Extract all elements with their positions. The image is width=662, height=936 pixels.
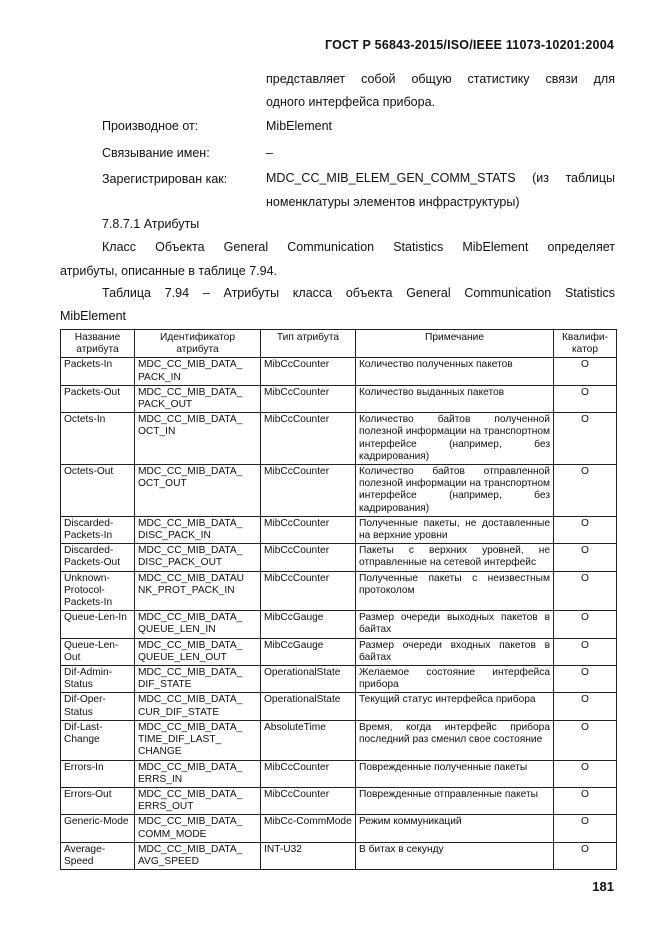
page-number: 181 — [592, 879, 614, 894]
cell-note: Количество выданных пакетов — [356, 385, 554, 412]
cell-qualifier: O — [554, 720, 617, 760]
derived-from-value: MibElement — [266, 119, 332, 133]
cell-attr-type: MibCcCounter — [261, 571, 356, 611]
cell-attr-type: AbsoluteTime — [261, 720, 356, 760]
cell-attr-name: Octets-Out — [61, 465, 135, 517]
cell-attr-type: MibCcCounter — [261, 358, 356, 385]
cell-note: Поврежденные полученные пакеты — [356, 760, 554, 787]
cell-qualifier: O — [554, 760, 617, 787]
cell-attr-id: MDC_CC_MIB_DATA_ TIME_DIF_LAST_ CHANGE — [135, 720, 261, 760]
cell-attr-name: Errors-Out — [61, 787, 135, 814]
cell-qualifier: O — [554, 611, 617, 638]
table-row — [61, 571, 617, 611]
cell-attr-type: OperationalState — [261, 666, 356, 693]
cell-attr-name: Errors-In — [61, 760, 135, 787]
cell-qualifier: O — [554, 693, 617, 720]
table-row — [61, 516, 617, 543]
header-attr-name: Название атрибута — [61, 330, 135, 358]
cell-note: Полученные пакеты, не доставленные на верхние уровни — [356, 516, 554, 543]
cell-attr-id: MDC_CC_MIB_DATA_ QUEUE_LEN_OUT — [135, 638, 261, 665]
table-row — [61, 760, 617, 787]
table-header-row — [61, 330, 617, 358]
cell-attr-id: MDC_CC_MIB_DATA_ ERRS_IN — [135, 760, 261, 787]
cell-qualifier: O — [554, 666, 617, 693]
table-row — [61, 638, 617, 665]
cell-attr-id: MDC_CC_MIB_DATA_ DISC_PACK_OUT — [135, 544, 261, 571]
cell-note: Пакеты с верхних уровней, не отправленные на сетевой интерфейс — [356, 544, 554, 571]
section-heading: 7.8.7.1 Атрибуты — [102, 217, 200, 231]
cell-attr-type: MibCcCounter — [261, 385, 356, 412]
cell-attr-name: Dif-Last-Change — [61, 720, 135, 760]
header-note: Примечание — [356, 330, 554, 358]
cell-note: Полученные пакеты с неизвестным протоколом — [356, 571, 554, 611]
cell-qualifier: O — [554, 385, 617, 412]
table-row — [61, 787, 617, 814]
header-attr-type: Тип атрибута — [261, 330, 356, 358]
registered-as-value: MDC_CC_MIB_ELEM_GEN_COMM_STATS (из таблицы — [266, 171, 615, 185]
cell-note: Поврежденные отправленные пакеты — [356, 787, 554, 814]
cell-attr-name: Generic-Mode — [61, 815, 135, 842]
cell-qualifier: O — [554, 787, 617, 814]
cell-attr-name: Octets-In — [61, 413, 135, 465]
cell-attr-id: MDC_CC_MIB_DATAU NK_PROT_PACK_IN — [135, 571, 261, 611]
cell-qualifier: O — [554, 571, 617, 611]
table-row — [61, 842, 617, 869]
cell-qualifier: O — [554, 358, 617, 385]
cell-attr-name: Packets-In — [61, 358, 135, 385]
attributes-table — [60, 329, 617, 870]
table-row — [61, 611, 617, 638]
name-binding-label: Связывание имен: — [102, 146, 210, 160]
table-row — [61, 385, 617, 412]
cell-attr-name: Unknown-Protocol-Packets-In — [61, 571, 135, 611]
cell-qualifier: O — [554, 516, 617, 543]
intro-line-2: одного интерфейса прибора. — [266, 95, 435, 109]
table-row — [61, 815, 617, 842]
cell-attr-id: MDC_CC_MIB_DATA_ COMM_MODE — [135, 815, 261, 842]
name-binding-value: – — [266, 146, 273, 160]
cell-note: Время, когда интерфейс прибора последний раз сменил свое состояние — [356, 720, 554, 760]
cell-attr-name: Dif-Admin-Status — [61, 666, 135, 693]
cell-note: Размер очереди выходных пакетов в байтах — [356, 611, 554, 638]
cell-attr-name: Packets-Out — [61, 385, 135, 412]
cell-qualifier: O — [554, 638, 617, 665]
table-row — [61, 693, 617, 720]
cell-attr-id: MDC_CC_MIB_DATA_ OCT_OUT — [135, 465, 261, 517]
table-caption-line-1: Таблица 7.94 – Атрибуты класса объекта General Communication Statistics — [102, 286, 615, 300]
cell-attr-type: MibCcGauge — [261, 611, 356, 638]
cell-attr-name: Average-Speed — [61, 842, 135, 869]
cell-attr-type: MibCcCounter — [261, 413, 356, 465]
table-row — [61, 544, 617, 571]
cell-attr-name: Queue-Len-In — [61, 611, 135, 638]
cell-attr-type: MibCc-CommMode — [261, 815, 356, 842]
cell-attr-name: Queue-Len-Out — [61, 638, 135, 665]
intro-line-1: представляет собой общую статистику связи для — [266, 72, 615, 86]
cell-note: Размер очереди входных пакетов в байтах — [356, 638, 554, 665]
cell-attr-type: OperationalState — [261, 693, 356, 720]
paragraph-line-2: атрибуты, описанные в таблице 7.94. — [60, 264, 278, 278]
cell-qualifier: O — [554, 815, 617, 842]
cell-note: Режим коммуникаций — [356, 815, 554, 842]
cell-attr-id: MDC_CC_MIB_DATA_ AVG_SPEED — [135, 842, 261, 869]
cell-attr-type: MibCcCounter — [261, 760, 356, 787]
table-row — [61, 358, 617, 385]
cell-attr-id: MDC_CC_MIB_DATA_ PACK_IN — [135, 358, 261, 385]
registered-as-label: Зарегистрирован как: — [102, 172, 228, 186]
cell-attr-id: MDC_CC_MIB_DATA_ CUR_DIF_STATE — [135, 693, 261, 720]
cell-attr-id: MDC_CC_MIB_DATA_ ERRS_OUT — [135, 787, 261, 814]
document-header: ГОСТ Р 56843-2015/ISO/IEEE 11073-10201:2004 — [324, 38, 614, 52]
cell-attr-name: Dif-Oper-Status — [61, 693, 135, 720]
cell-qualifier: O — [554, 544, 617, 571]
header-attr-id: Идентификатор атрибута — [135, 330, 261, 358]
cell-attr-type: INT-U32 — [261, 842, 356, 869]
cell-attr-name: Discarded-Packets-In — [61, 516, 135, 543]
cell-attr-type: MibCcCounter — [261, 465, 356, 517]
paragraph-line-1: Класс Объекта General Communication Statistics MibElement определяет — [102, 240, 615, 254]
cell-attr-type: MibCcGauge — [261, 638, 356, 665]
cell-attr-type: MibCcCounter — [261, 544, 356, 571]
cell-note: Количество байтов отправленной полезной информации на транспортном интерфейсе (например, без кадрирования) — [356, 465, 554, 517]
table-caption-line-2: MibElement — [60, 309, 126, 323]
cell-attr-id: MDC_CC_MIB_DATA_ DIF_STATE — [135, 666, 261, 693]
cell-attr-id: MDC_CC_MIB_DATA_ QUEUE_LEN_IN — [135, 611, 261, 638]
cell-attr-id: MDC_CC_MIB_DATA_ OCT_IN — [135, 413, 261, 465]
header-qualifier: Квалифи-катор — [554, 330, 617, 358]
cell-note: Текущий статус интерфейса прибора — [356, 693, 554, 720]
cell-qualifier: O — [554, 842, 617, 869]
table-row — [61, 465, 617, 517]
registered-as-value-cont: номенклатуры элементов инфраструктуры) — [266, 195, 520, 209]
cell-attr-id: MDC_CC_MIB_DATA_ DISC_PACK_IN — [135, 516, 261, 543]
table-row — [61, 413, 617, 465]
derived-from-label: Производное от: — [102, 119, 199, 133]
cell-attr-type: MibCcCounter — [261, 787, 356, 814]
cell-qualifier: O — [554, 413, 617, 465]
cell-note: Количество байтов полученной полезной информации на транспортном интерфейсе (например, без кадрирования) — [356, 413, 554, 465]
cell-attr-id: MDC_CC_MIB_DATA_ PACK_OUT — [135, 385, 261, 412]
cell-note: Желаемое состояние интерфейса прибора — [356, 666, 554, 693]
cell-note: В битах в секунду — [356, 842, 554, 869]
cell-attr-name: Discarded-Packets-Out — [61, 544, 135, 571]
table-row — [61, 666, 617, 693]
cell-note: Количество полученных пакетов — [356, 358, 554, 385]
cell-qualifier: O — [554, 465, 617, 517]
cell-attr-type: MibCcCounter — [261, 516, 356, 543]
table-row — [61, 720, 617, 760]
